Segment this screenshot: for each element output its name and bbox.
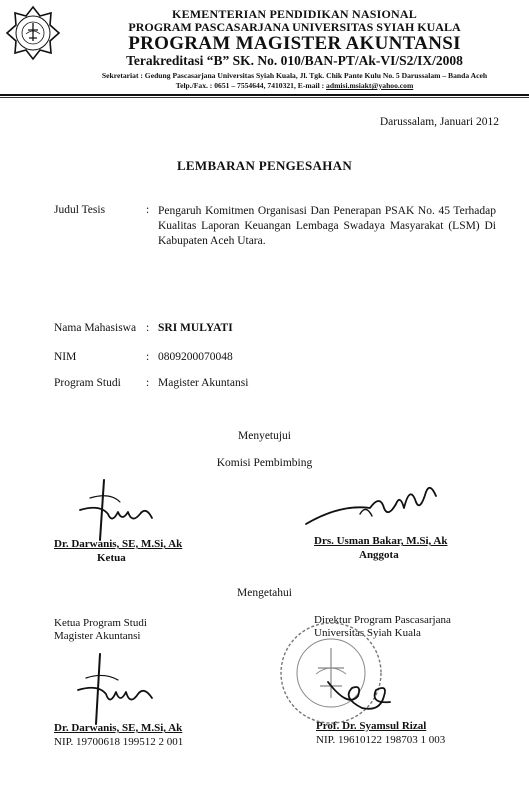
advisor1-name: Dr. Darwanis, SE, M.Si, Ak [54,538,183,550]
header-rule [0,94,529,96]
program-colon: : [146,377,150,389]
student-label: Nama Mahasiswa [54,322,137,334]
acknowledged-heading: Mengetahui [237,587,292,599]
thesis-label: Judul Tesis [54,204,106,216]
accreditation-line: Terakreditasi “B” SK. No. 010/BAN-PT/Ak-VI/S2/IX/2008 [126,53,463,68]
university-logo [4,4,62,62]
document-title: LEMBARAN PENGESAHAN [176,158,353,173]
address-line: Sekretariat : Gedung Pascasarjana Universitas Syiah Kuala, Jl. Tgk. Chik Pante Kulu No. 5 Darussalam – Banda Aceh [101,71,488,80]
right-signer-nip: NIP. 19610122 198703 1 003 [316,734,446,746]
nim-colon: : [146,351,150,363]
approval-heading: Menyetujui [237,430,292,442]
right-signer-name: Prof. Dr. Syamsul Rizal [316,720,427,732]
advisor2-name: Drs. Usman Bakar, M.Si, Ak [314,535,448,547]
graduate-program-name: PROGRAM PASCASARJANA UNIVERSITAS SYIAH KUALA [128,20,461,34]
nim-value: 0809200070048 [158,351,233,363]
left-signer-signature [64,650,174,730]
program-label: Program Studi [54,377,121,389]
program-name: PROGRAM MAGISTER AKUNTANSI [128,33,461,54]
committee-heading: Komisi Pembimbing [216,457,313,469]
advisor2-signature [300,474,450,534]
student-name: SRI MULYATI [158,322,233,334]
right-signer-title: Direktur Program Pascasarjana [314,614,451,626]
thesis-colon: : [146,204,150,216]
document-date: Darussalam, Januari 2012 [379,116,499,128]
left-signer-title: Ketua Program Studi [54,617,147,629]
contact-line [60,81,529,90]
right-signer-subtitle: Universitas Syiah Kuala [314,627,421,639]
student-colon: : [146,322,150,334]
nim-label: NIM [54,351,77,363]
email-link[interactable]: admisi.msiakt@yahoo.com [326,81,414,90]
left-signer-nip: NIP. 19700618 199512 2 001 [54,736,184,748]
contact-prefix: Telp./Fax. : 0651 – 7554644, 7410321, E-mail : [175,81,327,90]
advisor1-signature [60,476,170,546]
header-rule-thin [0,97,529,98]
advisor1-role: Ketua [97,552,126,564]
left-signer-subtitle: Magister Akuntansi [54,630,141,642]
program-value: Magister Akuntansi [158,377,249,389]
thesis-title: Pengaruh Komitmen Organisasi Dan Penerapan PSAK No. 45 Terhadap Kualitas Laporan Keuangan Lembaga Swadaya Masyarakat (LSM) Di Kabupaten Aceh Utara. [158,205,496,247]
right-signer-signature [318,668,408,718]
ministry-name: KEMENTERIAN PENDIDIKAN NASIONAL [172,7,417,21]
left-signer-name: Dr. Darwanis, SE, M.Si, Ak [54,722,183,734]
advisor2-role: Anggota [359,549,399,561]
